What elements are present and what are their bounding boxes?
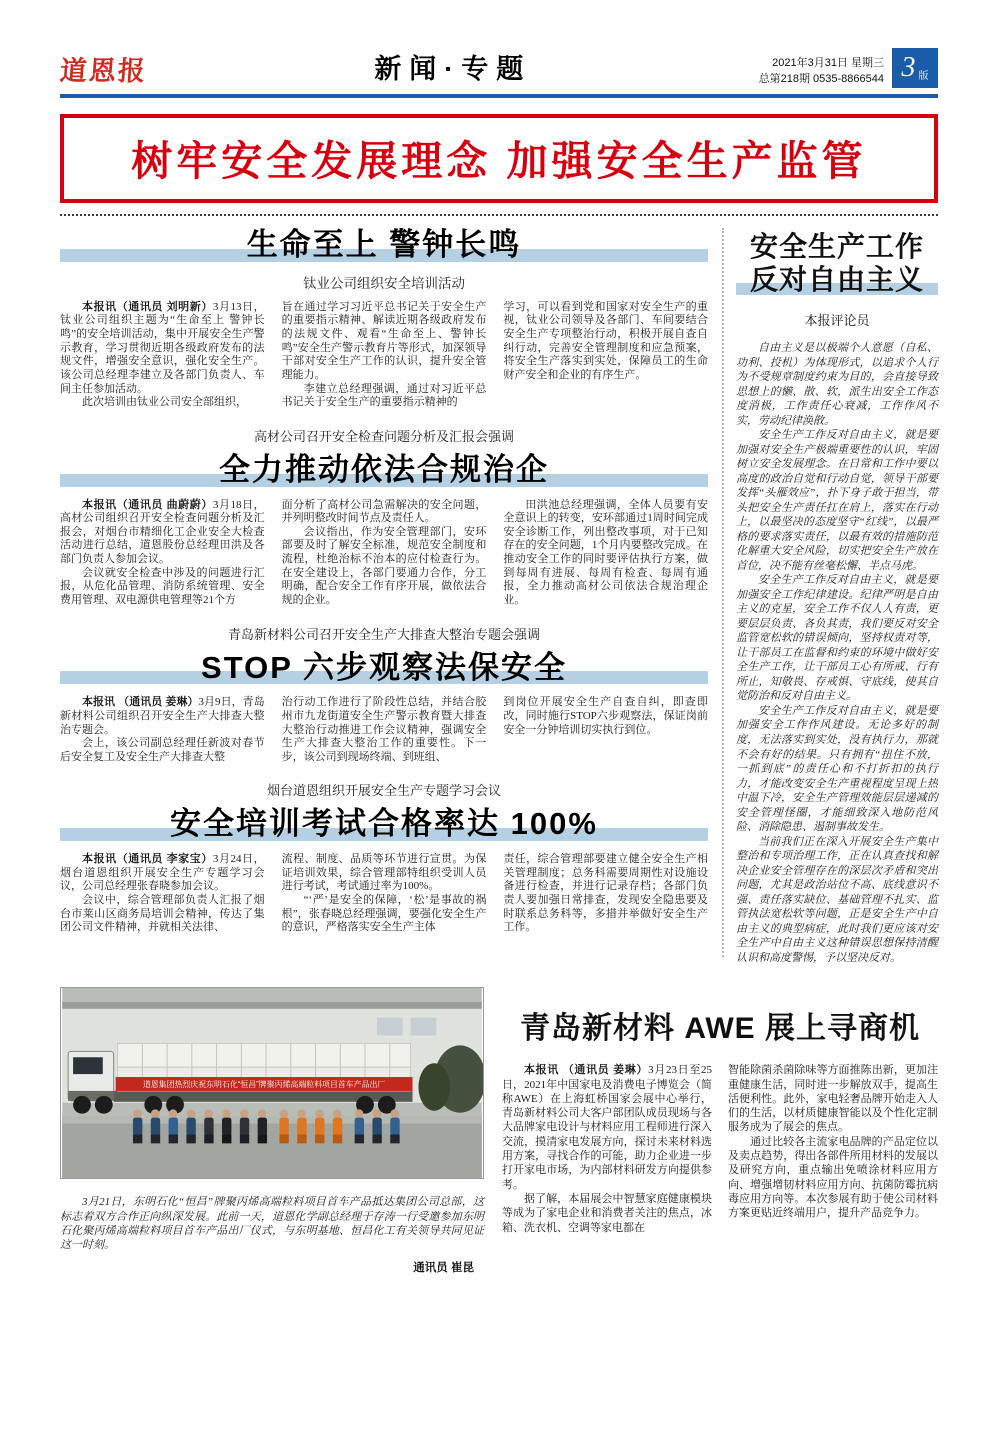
- banner-headline-box: [60, 114, 938, 203]
- page-word: 版: [918, 71, 929, 82]
- article-column: 智能除菌杀菌除味等方面推陈出新，更加注重健康生活，同时进一步解放双手，提高生活便利性。此外，家电轻奢品牌开始走入人们的生活，以材质健康智能以及个性化定制服务成为了展会的焦点。 通过比较各主流家电品牌的产品定位以及卖点趋势，得出各部件所用材料的发展以及研究方向，重点输出免喷涂材料应用方向、增强增韧材料应用方向、抗菌防霉抗病毒应用方向等。本次参展有助于使公司材料方案更贴近终端用户，提升产品竞争力。: [728, 1064, 938, 1220]
- article-1: [60, 226, 708, 410]
- article-2-title: 全力推动依法合规治企: [60, 451, 708, 490]
- article-column: 本报讯（通讯员 刘明新）3月13日，钛业公司组织主题为“生命至上 警钟长鸣”的安全培训活动，集中开展安全生产警示教育，学习贯彻近期各级政府发布的法规文件，增强安全意识，强化安全生产。该公司总经理李建立及各部门负责人、车间主任参加活动。 此次培训由钛业公司安全部组织，: [60, 300, 265, 409]
- dotted-divider: [60, 214, 938, 216]
- awe-article: [502, 987, 938, 1275]
- article-2-kicker: 高材公司召开安全检查问题分析及汇报会强调: [253, 428, 514, 444]
- celebration-banner: [116, 1077, 413, 1091]
- editorial-title-line2: 反对自由主义: [736, 263, 938, 296]
- article-column: 旨在通过学习习近平总书记关于安全生产的重要指示精神、解读近期各级政府发布的法规文件、观看“生命至上、警钟长鸣”安全生产警示教育片等形式，加深领导干部对安全生产工作的认识，提升安全管理能力。 李建立总经理强调，通过对习近平总书记关于安全生产的重要指示精神的: [281, 300, 487, 409]
- article-3-kicker: 青岛新材料公司召开安全生产大排查大整治专题会强调: [227, 626, 540, 642]
- date-issue-block: [759, 56, 884, 88]
- article-column: 面分析了高材公司急需解决的安全问题，并列明整改时间节点及责任人。 会议指出，作为安全管理部门，安环部要及时了解安全标准，规范安全制度和流程，杜绝治标不治本的应付检查行为。在安全建设上，各部门要通力合作，分工明确，配合安全工作有序开展，做依法合规的企业。: [281, 498, 487, 606]
- article-4-body: [60, 853, 708, 935]
- ground: [62, 1117, 482, 1178]
- issue-line: 总第218期 0535-8866544: [758, 73, 884, 86]
- masthead: [60, 42, 938, 88]
- editorial-column: [736, 220, 938, 965]
- masthead-right: [759, 48, 938, 88]
- article-2-body: [60, 499, 708, 608]
- news-photo: [60, 987, 484, 1179]
- editorial-title: [736, 230, 938, 296]
- article-2: [60, 426, 708, 608]
- awe-article-title: 青岛新材料 AWE 展上寻商机: [519, 1012, 920, 1046]
- article-1-subtitle: 钛业公司组织安全培训活动: [303, 275, 465, 291]
- dateline: 本报讯 （通讯员 姜琳）: [524, 1064, 649, 1077]
- awe-article-body: [502, 1063, 938, 1235]
- article-column: 本报讯 （通讯员 姜琳）3月9日，青岛新材料公司组织召开安全生产大排查大整治专题会。 会上，该公司副总经理任新波对春节后安全复工及安全生产大排查大整: [60, 696, 265, 763]
- vertical-dotted-divider: [722, 228, 724, 957]
- article-column: 责任，综合管理部要建立健全安全生产相关管理制度；总务科需要周期性对设施设备进行检查，并进行记录存档；各部门负责人要加强日常排查，发现安全隐患要及时联系总务科等，多措并举做好安全生产工作。: [503, 853, 709, 934]
- dateline: 本报讯（通讯员 刘明新）: [82, 300, 213, 313]
- article-column: 本报讯（通讯员 李家宝）3月24日，烟台道恩组织开展安全生产专题学习会议，公司总经理张春晓参加会议。 会议中，综合管理部负责人汇报了烟台市莱山区商务局培训会精神，传达了集团公司文件精神，并就相关法律、: [60, 853, 265, 934]
- section-title: 新闻·专题: [374, 54, 532, 84]
- article-4-kicker: 烟台道恩组织开展安全生产专题学习会议: [266, 783, 501, 799]
- article-3-body: [60, 696, 708, 764]
- date-line: 2021年3月31日 星期三: [772, 57, 884, 70]
- bottom-section: [60, 987, 938, 1275]
- dateline: 本报讯（通讯员 李家宝）: [82, 853, 213, 866]
- page-number: 3: [901, 52, 916, 83]
- photo-block: [60, 987, 484, 1275]
- article-column: 本报讯 （通讯员 姜琳）3月23日至25日，2021年中国家电及消费电子博览会（简称AWE）在上海虹桥国家会展中心举行，青岛新材料公司大客户部团队成员现场与各大品牌家电设计与材料应用工程师进行深入交流，摸清家电发展方向，探讨未来材料选用方案，寻找合作的可能，助力企业进一步打开家电市场，为内部材料研发方向提供参考。 据了解，本届展会中智慧家庭健康模块等成为了家电企业和消费者关注的焦点，冰箱、洗衣机、空调等家电都在: [502, 1064, 713, 1234]
- dateline: 本报讯（通讯员 曲蔚蔚）: [82, 498, 213, 511]
- article-4: [60, 780, 708, 935]
- photo-caption: 3月21日，东明石化“恒昌”牌聚丙烯高端粒料项目首车产品抵达集团公司总部，这标志着双方合作正向纵深发展。此前一天，道恩化学副总经理于存涛一行受邀参加东明石化聚丙烯高端粒料项目首车产品出厂仪式，与东明基地、恒昌化工有关领导共同见证这一时刻。: [60, 1196, 484, 1252]
- articles-panel: [60, 220, 708, 965]
- dateline: 本报讯 （通讯员 姜琳）: [82, 696, 199, 709]
- page-number-box: [892, 48, 938, 88]
- masthead-rule: [60, 94, 938, 98]
- main-section: [60, 220, 938, 965]
- article-column: 到岗位开展安全生产自查自纠，即查即改，同时施行STOP六步观察法，保证岗前安全一分钟培训切实执行到位。: [503, 696, 709, 736]
- banner-text: 道恩集团热烈庆祝东明石化“恒昌”牌聚丙烯高端粒料项目首车产品出厂: [142, 1080, 386, 1090]
- article-1-body: [60, 301, 708, 410]
- article-4-title: 安全培训考试合格率达 100%: [60, 805, 708, 844]
- article-column: 田洪池总经理强调，全体人员要有安全意识上的转变，安环部通过1周时间完成安全诊断工作，列出整改事项，对于已知存在的安全问题，1个月内要整改完成。在推动安全工作的同时要评估执行方案，做到每周有进展、每周有检查、每周有通报，全力推动高材公司依法合规治理企业。: [503, 498, 709, 606]
- editorial-title-line1: 安全生产工作: [749, 231, 924, 262]
- article-column: 本报讯（通讯员 曲蔚蔚）3月18日，高材公司组织召开安全检查问题分析及汇报会，对烟台市精细化工企业安全大检查活动进行总结，道恩股份总经理田洪及各部门负责人参加会议。 会议就安全检查中涉及的问题进行汇报，从危化品管理、消防系统管理、安全费用管理、双电源供电管理等21个方: [60, 498, 265, 606]
- banner-headline: 树牢安全发展理念 加强安全生产监管: [131, 138, 867, 184]
- newspaper-logo: 道恩报: [58, 56, 148, 86]
- article-1-title: 生命至上 警钟长鸣: [60, 226, 708, 265]
- article-3-title: STOP 六步观察法保安全: [60, 649, 708, 688]
- editorial-body: 自由主义是以极端个人意愿（自私、功利、投机）为体现形式，以追求个人行为不受规章制度约束为目的，会直接导致思想上的懒、散、软，派生出安全工作态度消极，工作责任心衰减，工作作风不实，劳动纪律涣散。 安全生产工作反对自由主义，就是要加强对安全生产极端重要性的认识，牢固树立安全发展理念。在日常和工作中要以高度的政治自觉和行动自觉，领导干部要发挥“头雁效应”，扑下身子敢于担当，带头把安全生产责任扛在肩上，落实在行动上，以最坚决的态度坚守“红线”，以最严格的要求落实责任，以最有效的措施防范化解重大安全风险，切实把安全生产放在首位，决不能有丝毫松懈、半点马虎。 安全生产工作反对自由主义，就是要加强安全工作纪律建设。纪律严明是自由主义的克星，安全工作不仅人人有责，更要层层负责、各负其责，我们要反对安全监管宽松软的错误倾向，坚持权责对等，让干部员工在监督和约束的环境中做好安全生产工作，让干部员工心有所戒、行有所止，知敬畏、存戒惧、守底线，使其自觉防治和反对自由主义。 安全生产工作反对自由主义，就是要加强安全工作作风建设。无论多好的制度，无法落实到实处，没有执行力，那就不会有好的结果。只有拥有“扭住不放，一抓到底”的责任心和不打折扣的执行力，才能改变安全生产重视程度呈现上热中温下冷，安全生产管理效能层层递减的安全管理怪圈，才能细致深入地防范风险、消除隐患、遏制事故发生。 当前我们正在深入开展安全生产集中整治和专项治理工作，正在认真查找和解决企业安全管理存在的深层次矛盾和突出问题，尤其是政治站位不高、底线意识不强、责任落实缺位、基础管理不扎实、监管执法宽松软等问题，正是安全生产中自由主义的典型病症，此时我们更应该对安全生产中自由主义这种错误思想保持清醒认识和高度警惕，予以坚决反对。: [736, 342, 938, 964]
- photo-credit: 通讯员 崔昆: [413, 1262, 474, 1275]
- article-3: [60, 624, 708, 765]
- article-column: 治行动工作进行了阶段性总结，并结合胶州市九龙街道安全生产警示教育暨大排查大整治行动推进工作会议精神，强调安全生产大排查大整治工作的重要性。下一步，该公司到现场终端、到班组、: [281, 696, 487, 763]
- article-column: 流程、制度、品质等环节进行宣贯。为保证培训效果，综合管理部特组织受训人员进行考试，考试通过率为100%。 “‘严’是安全的保障，‘松’是事故的祸根”，张春晓总经理强调，要强化安全生产的意识，严格落实安全生产主体: [281, 853, 487, 934]
- editorial-byline: 本报评论员: [804, 313, 870, 329]
- article-column: 学习，可以看到党和国家对安全生产的重视，钛业公司领导及各部门、车间要结合安全生产专项整治行动，积极开展自查自纠行动，完善安全管理制度和应急预案，将安全生产落实到实处，保障员工的生命财产安全和企业的有序生产。: [503, 300, 709, 381]
